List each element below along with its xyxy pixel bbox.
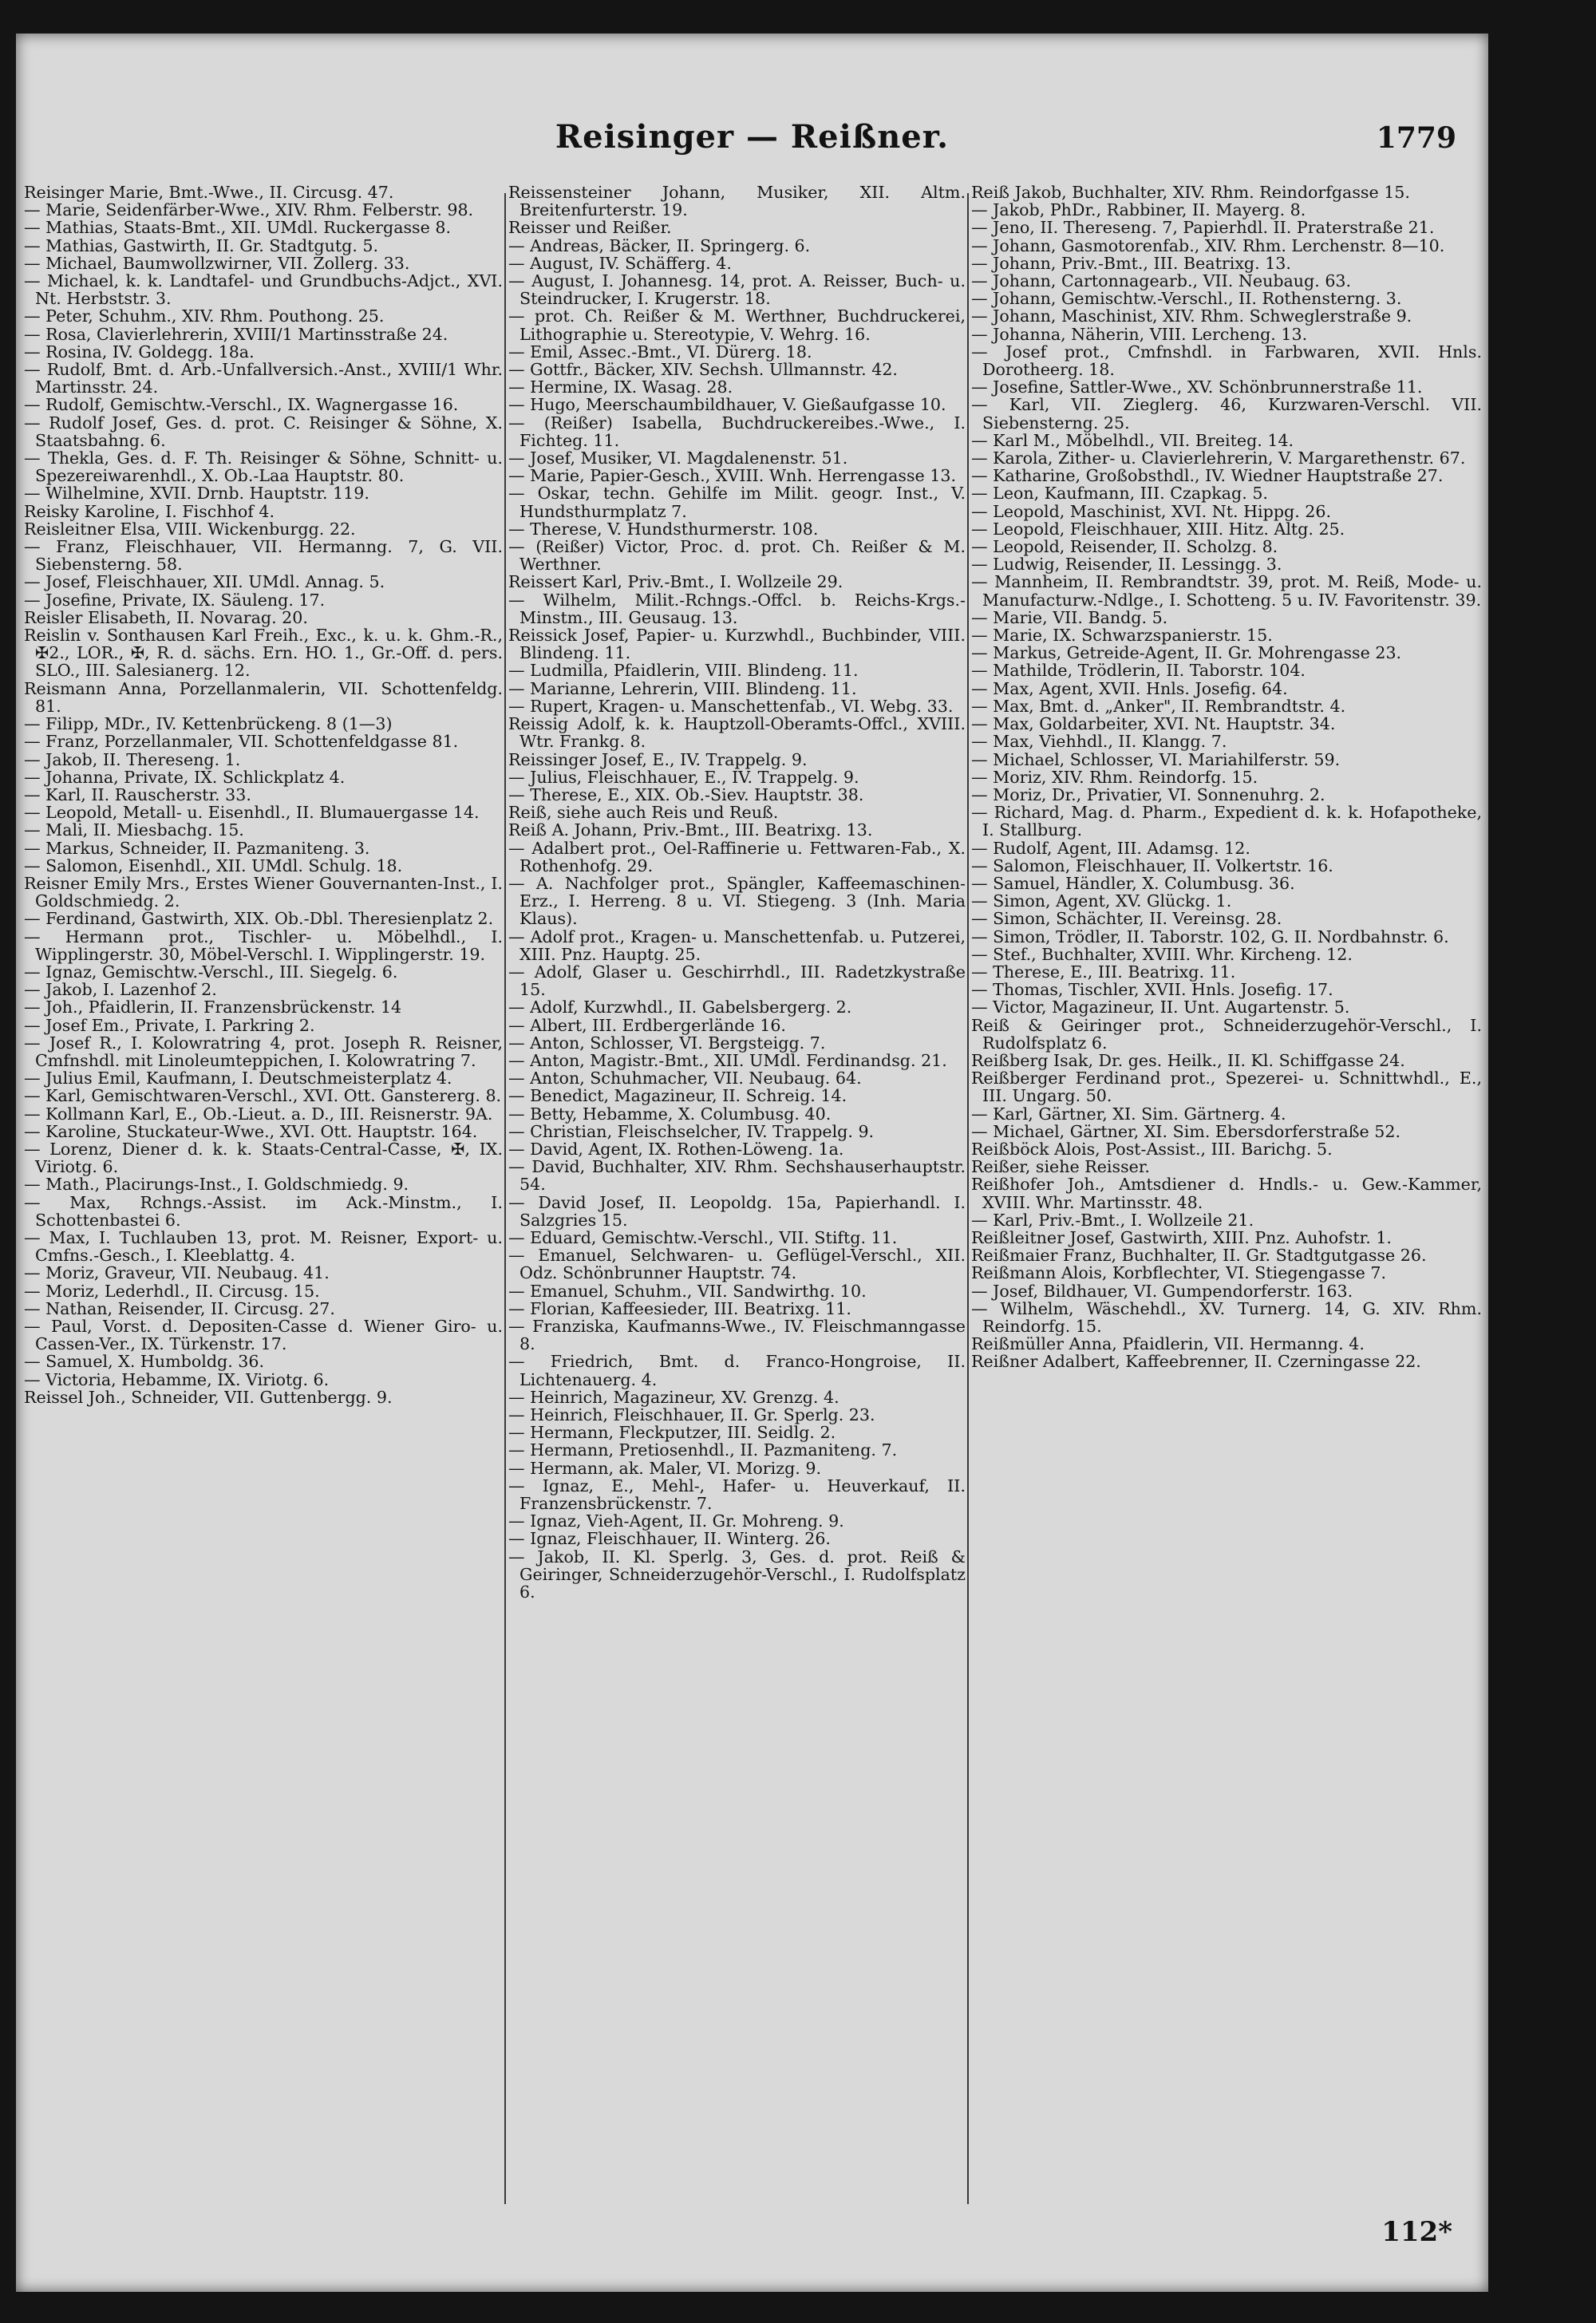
directory-entry: — Christian, Fleischselcher, IV. Trappelg. 9. — [508, 1121, 875, 1141]
directory-entry: Reißmaier Franz, Buchhalter, II. Gr. Stadtgutgasse 26. — [971, 1246, 1427, 1266]
directory-entry: Reisler Elisabeth, II. Novarag. 20. — [24, 607, 308, 627]
directory-entry: Reismann Anna, Porzellanmalerin, VII. Schottenfeldg. 81. — [24, 678, 503, 716]
directory-entry: — Victoria, Hebamme, IX. Viriotg. 6. — [24, 1369, 330, 1389]
directory-entry: — Leopold, Metall- u. Eisenhdl., II. Blumauergasse 14. — [24, 803, 480, 823]
directory-entry: — Wilhelm, Wäschehdl., XV. Turnerg. 14, G. XIV. Rhm. Reindorfg. 15. — [971, 1298, 1482, 1336]
directory-entry: — Johanna, Näherin, VIII. Lercheng. 13. — [971, 324, 1308, 344]
directory-entry: — Hugo, Meerschaumbildhauer, V. Gießaufgasse 10. — [508, 395, 946, 415]
directory-entry: — Max, Goldarbeiter, XVI. Nt. Hauptstr. 34. — [971, 714, 1336, 734]
directory-entry: Reiß Jakob, Buchhalter, XIV. Rhm. Reindorfgasse 15. — [971, 184, 1410, 202]
directory-entry: — Mathias, Staats-Bmt., XII. UMdl. Ruckergasse 8. — [24, 218, 452, 238]
directory-entry: — Heinrich, Magazineur, XV. Grenzg. 4. — [508, 1387, 839, 1407]
directory-entry: Reissinger Josef, E., IV. Trappelg. 9. — [508, 749, 808, 769]
directory-page — [16, 34, 1488, 2292]
directory-entry: — A. Nachfolger prot., Spängler, Kaffeemaschinen-Erz., I. Herreng. 8 u. VI. Stiegeng. 3 (Inh. Maria Klaus). — [508, 873, 966, 929]
directory-entry: — Michael, Schlosser, VI. Mariahilferstr. 59. — [971, 749, 1341, 769]
directory-entry: — Michael, k. k. Landtafel- und Grundbuchs-Adjct., XVI. Nt. Herbststr. 3. — [24, 271, 503, 309]
directory-entry: — Ludwig, Reisender, II. Lessingg. 3. — [971, 555, 1282, 575]
directory-entry: Reißhofer Joh., Amtsdiener d. Hndls.- u. Gew.-Kammer, XVIII. Whr. Martinsstr. 48. — [971, 1175, 1482, 1212]
directory-entry: — Johann, Cartonnagearb., VII. Neubaug. 63. — [971, 271, 1352, 291]
directory-entry: — Adolf, Glaser u. Geschirrhdl., III. Radetzkystraße 15. — [508, 962, 966, 1000]
directory-entry: — Ludmilla, Pfaidlerin, VIII. Blindeng. 11. — [508, 661, 859, 681]
directory-entry: — David Josef, II. Leopoldg. 15a, Papierhandl. I. Salzgries 15. — [508, 1192, 966, 1230]
directory-entry: — Ignaz, Gemischtw.-Verschl., III. Siegelg. 6. — [24, 962, 398, 982]
page-header — [16, 118, 1488, 174]
directory-entry: Reissensteiner Johann, Musiker, XII. Altm. Breitenfurterstr. 19. — [508, 184, 966, 220]
directory-entry: — Simon, Agent, XV. Glückg. 1. — [971, 891, 1232, 911]
directory-entry: — Ignaz, Vieh-Agent, II. Gr. Mohreng. 9. — [508, 1511, 844, 1531]
directory-entry: — Paul, Vorst. d. Depositen-Casse d. Wiener Giro- u. Cassen-Ver., IX. Türkenstr. 17. — [24, 1317, 503, 1354]
directory-entry: — Hermine, IX. Wasag. 28. — [508, 377, 733, 397]
directory-entry: — Therese, V. Hundsthurmerstr. 108. — [508, 519, 819, 539]
directory-entry: — Anton, Magistr.-Bmt., XII. UMdl. Ferdinandsg. 21. — [508, 1050, 947, 1070]
directory-entry: — Marie, Seidenfärber-Wwe., XIV. Rhm. Felberstr. 98. — [24, 200, 474, 220]
directory-entry: — Wilhelm, Milit.-Rchngs.-Offcl. b. Reichs-Krgs.-Minstm., III. Geusaug. 13. — [508, 590, 966, 627]
directory-entry: — Simon, Trödler, II. Taborstr. 102, G. II. Nordbahnstr. 6. — [971, 926, 1449, 946]
directory-entry: Reißmüller Anna, Pfaidlerin, VII. Hermanng. 4. — [971, 1334, 1365, 1354]
directory-entry: — Josefine, Private, IX. Säuleng. 17. — [24, 590, 326, 610]
directory-entry: — Hermann prot., Tischler- u. Möbelhdl., I. Wipplingerstr. 30, Möbel-Verschl. I. Wipplingerstr. 19. — [24, 926, 503, 964]
directory-entry: — (Reißer) Victor, Proc. d. prot. Ch. Reißer & M. Werthner. — [508, 537, 966, 575]
directory-entry: — Victor, Magazineur, II. Unt. Augartenstr. 5. — [971, 998, 1350, 1017]
directory-entry: — Rudolf Josef, Ges. d. prot. C. Reisinger & Söhne, X. Staatsbahng. 6. — [24, 413, 503, 450]
directory-entry: — Moriz, Lederhdl., II. Circusg. 15. — [24, 1281, 320, 1301]
directory-entry: — Moriz, Graveur, VII. Neubaug. 41. — [24, 1263, 330, 1283]
column-middle — [508, 184, 966, 2210]
directory-entry: — Jakob, II. Thereseng. 1. — [24, 749, 241, 769]
directory-entry: — Stef., Buchhalter, XVIII. Whr. Kircheng. 12. — [971, 944, 1353, 964]
directory-entry: — Mathias, Gastwirth, II. Gr. Stadtgutg. 5. — [24, 235, 379, 255]
directory-entry: Reisinger Marie, Bmt.-Wwe., II. Circusg. 47. — [24, 184, 394, 202]
directory-entry: — Anton, Schuhmacher, VII. Neubaug. 64. — [508, 1069, 862, 1088]
directory-entry: — Max, Bmt. d. „Anker", II. Rembrandtstr. 4. — [971, 696, 1346, 716]
directory-entry: — Albert, III. Erdbergerlände 16. — [508, 1015, 786, 1035]
directory-entry: — Franz, Porzellanmaler, VII. Schottenfeldgasse 81. — [24, 732, 459, 752]
directory-entry: — prot. Ch. Reißer & M. Werthner, Buchdruckerei, Lithographie u. Stereotypie, V. Wehrg. 16. — [508, 306, 966, 344]
directory-entry: — Adalbert prot., Oel-Raffinerie u. Fettwaren-Fab., X. Rothenhofg. 29. — [508, 838, 966, 875]
directory-entry: Reißleitner Josef, Gastwirth, XIII. Pnz. Auhofstr. 1. — [971, 1227, 1392, 1247]
directory-entry: — Mali, II. Miesbachg. 15. — [24, 820, 244, 840]
directory-entry: — Richard, Mag. d. Pharm., Expedient d. k. k. Hofapotheke, I. Stallburg. — [971, 803, 1482, 840]
directory-entry: — Max, Rchngs.-Assist. im Ack.-Minstm., I. Schottenbastei 6. — [24, 1192, 503, 1230]
directory-entry: — Johann, Gemischtw.-Verschl., II. Rothensterng. 3. — [971, 289, 1402, 309]
directory-entry: — Michael, Gärtner, XI. Sim. Ebersdorferstraße 52. — [971, 1121, 1401, 1141]
directory-entry: — Ignaz, Fleischhauer, II. Winterg. 26. — [508, 1529, 831, 1549]
directory-entry: — Max, Viehhdl., II. Klangg. 7. — [971, 732, 1227, 752]
directory-entry: — Math., Placirungs-Inst., I. Goldschmiedg. 9. — [24, 1175, 409, 1195]
directory-entry: — Emanuel, Schuhm., VII. Sandwirthg. 10. — [508, 1281, 867, 1301]
directory-entry: — Markus, Schneider, II. Pazmaniteng. 3. — [24, 838, 370, 858]
column-right — [971, 184, 1482, 2210]
directory-entry: — August, I. Johannesg. 14, prot. A. Reisser, Buch- u. Steindrucker, I. Krugerstr. 18. — [508, 271, 966, 309]
directory-entry: — Jeno, II. Thereseng. 7, Papierhdl. II. Praterstraße 21. — [971, 218, 1435, 238]
directory-entry: — Mannheim, II. Rembrandtstr. 39, prot. M. Reiß, Mode- u. Manufacturw.-Ndlge., I. Schotteng. 5 u. IV. Favoritenstr. 39. — [971, 572, 1482, 610]
directory-entry: — Emil, Assec.-Bmt., VI. Dürerg. 18. — [508, 342, 812, 361]
directory-entry: — Karl, Gärtner, XI. Sim. Gärtnerg. 4. — [971, 1104, 1286, 1124]
directory-entry: — Eduard, Gemischtw.-Verschl., VII. Stiftg. 11. — [508, 1227, 898, 1247]
directory-entry: — Marie, IX. Schwarzspanierstr. 15. — [971, 626, 1273, 646]
directory-entry: — Jakob, I. Lazenhof 2. — [24, 980, 217, 1000]
directory-entry: — Julius Emil, Kaufmann, I. Deutschmeisterplatz 4. — [24, 1069, 452, 1088]
directory-entry: Reisser und Reißer. — [508, 218, 672, 238]
directory-entry: — Ignaz, E., Mehl-, Hafer- u. Heuverkauf, II. Franzensbrückenstr. 7. — [508, 1476, 966, 1514]
directory-entry: — Johann, Gasmotorenfab., XIV. Rhm. Lerchenstr. 8—10. — [971, 235, 1445, 255]
signature-mark: 112* — [1381, 2216, 1452, 2248]
directory-entry: — Karl, Gemischtwaren-Verschl., XVI. Ott. Ganstererg. 8. — [24, 1086, 502, 1106]
directory-entry: — Josef R., I. Kolowratring 4, prot. Joseph R. Reisner, Cmfnshdl. mit Linoleumteppichen, I. Kolowratring 7. — [24, 1033, 503, 1070]
directory-entry: — Karoline, Stuckateur-Wwe., XVI. Ott. Hauptstr. 164. — [24, 1121, 478, 1141]
directory-entry: — Josef prot., Cmfnshdl. in Farbwaren, XVII. Hnls. Dorotheerg. 18. — [971, 342, 1482, 380]
directory-entry: — Marie, VII. Bandg. 5. — [971, 607, 1168, 627]
directory-entry: — Karl, Priv.-Bmt., I. Wollzeile 21. — [971, 1210, 1254, 1230]
directory-entry: — Thekla, Ges. d. F. Th. Reisinger & Söhne, Schnitt- u. Spezereiwarenhdl., X. Ob.-Laa Hauptstr. 80. — [24, 448, 503, 486]
directory-entry: — Simon, Schächter, II. Vereinsg. 28. — [971, 909, 1282, 929]
directory-entry: — Johann, Priv.-Bmt., III. Beatrixg. 13. — [971, 253, 1291, 273]
directory-entry: — Emanuel, Selchwaren- u. Geflügel-Verschl., XII. Odz. Schönbrunner Hauptstr. 74. — [508, 1246, 966, 1283]
directory-entry: Reissig Adolf, k. k. Hauptzoll-Oberamts-Offcl., XVIII. Wtr. Frankg. 8. — [508, 714, 966, 752]
directory-entry: — Leopold, Reisender, II. Scholzg. 8. — [971, 537, 1278, 557]
directory-entry: — Leon, Kaufmann, III. Czapkag. 5. — [971, 484, 1268, 504]
directory-entry: — Kollmann Karl, E., Ob.-Lieut. a. D., III. Reisnerstr. 9A. — [24, 1104, 493, 1124]
directory-entry: — Johann, Maschinist, XIV. Rhm. Schweglerstraße 9. — [971, 306, 1412, 326]
directory-entry: Reißberger Ferdinand prot., Spezerei- u. Schnittwhdl., E., III. Ungarg. 50. — [971, 1069, 1482, 1106]
directory-entry: — Markus, Getreide-Agent, II. Gr. Mohrengasse 23. — [971, 643, 1402, 663]
directory-entry: — Karola, Zither- u. Clavierlehrerin, V. Margarethenstr. 67. — [971, 448, 1466, 468]
directory-entry: Reißer, siehe Reisser. — [971, 1157, 1150, 1177]
directory-entry: — Julius, Fleischhauer, E., IV. Trappelg. 9. — [508, 767, 859, 787]
directory-entry: — Max, I. Tuchlauben 13, prot. M. Reisner, Export- u. Cmfns.-Gesch., I. Kleeblattg. 4. — [24, 1227, 503, 1266]
directory-entry: — Friedrich, Bmt. d. Franco-Hongroise, II. Lichtenauerg. 4. — [508, 1352, 966, 1389]
directory-entry: Reissick Josef, Papier- u. Kurzwhdl., Buchbinder, VIII. Blindeng. 11. — [508, 626, 966, 663]
directory-entry: — Michael, Baumwollzwirner, VII. Zollerg. 33. — [24, 253, 410, 273]
directory-entry: Reisner Emily Mrs., Erstes Wiener Gouvernanten-Inst., I. Goldschmiedg. 2. — [24, 873, 503, 911]
directory-entry: Reislin v. Sonthausen Karl Freih., Exc., k. u. k. Ghm.-R., ✠2., LOR., ✠, R. d. sächs. Ern. HO. 1., Gr.-Off. d. pers. SLO., III. Salesianerg. 12. — [24, 626, 503, 681]
directory-entry: — Thomas, Tischler, XVII. Hnls. Josefig. 17. — [971, 980, 1333, 1000]
directory-entry: — Rudolf, Gemischtw.-Verschl., IX. Wagnergasse 16. — [24, 395, 459, 415]
column-left — [24, 184, 503, 2210]
directory-entry: — Johanna, Private, IX. Schlickplatz 4. — [24, 767, 346, 787]
directory-entry: — Salomon, Eisenhdl., XII. UMdl. Schulg. 18. — [24, 855, 403, 875]
directory-entry: Reiß, siehe auch Reis und Reuß. — [508, 803, 779, 823]
directory-entry: — Joh., Pfaidlerin, II. Franzensbrückenstr. 14 — [24, 998, 402, 1017]
column-rule — [504, 193, 506, 2204]
directory-entry: — Karl, VII. Zieglerg. 46, Kurzwaren-Verschl. VII. Siebensterng. 25. — [971, 395, 1482, 433]
directory-entry: — Adolf, Kurzwhdl., II. Gabelsbergerg. 2. — [508, 998, 852, 1017]
directory-entry: — Adolf prot., Kragen- u. Manschettenfab. u. Putzerei, XIII. Pnz. Hauptg. 25. — [508, 926, 966, 964]
directory-entry: — Karl, II. Rauscherstr. 33. — [24, 784, 251, 804]
directory-entry: — Josef, Fleischhauer, XII. UMdl. Annag. 5. — [24, 572, 385, 592]
directory-entry: Reißmann Alois, Korbflechter, VI. Stiegengasse 7. — [971, 1263, 1387, 1283]
directory-entry: — Josefine, Sattler-Wwe., XV. Schönbrunnerstraße 11. — [971, 377, 1423, 397]
directory-entry: — Josef, Musiker, VI. Magdalenenstr. 51. — [508, 448, 848, 468]
directory-entry: — Leopold, Fleischhauer, XIII. Hitz. Altg. 25. — [971, 519, 1345, 539]
directory-entry: — Peter, Schuhm., XIV. Rhm. Pouthong. 25. — [24, 306, 385, 326]
directory-entry: — Filipp, MDr., IV. Kettenbrückeng. 8 (1—3) — [24, 714, 393, 734]
directory-entry: — Betty, Hebamme, X. Columbusg. 40. — [508, 1104, 832, 1124]
running-title: Reisinger — Reißner. — [555, 118, 950, 156]
directory-entry: — Lorenz, Diener d. k. k. Staats-Central-Casse, ✠, IX. Viriotg. 6. — [24, 1139, 503, 1177]
directory-entry: — Rosina, IV. Goldegg. 18a. — [24, 342, 255, 361]
directory-entry: Reißberg Isak, Dr. ges. Heilk., II. Kl. Schiffgasse 24. — [971, 1050, 1405, 1070]
directory-entry: — Salomon, Fleischhauer, II. Volkertstr. 16. — [971, 855, 1333, 875]
directory-entry: Reiß A. Johann, Priv.-Bmt., III. Beatrixg. 13. — [508, 820, 873, 840]
directory-entry: — Moriz, XIV. Rhm. Reindorfg. 15. — [971, 767, 1258, 787]
directory-entry: — Mathilde, Trödlerin, II. Taborstr. 104. — [971, 661, 1306, 681]
directory-entry: — Benedict, Magazineur, II. Schreig. 14. — [508, 1086, 847, 1106]
directory-entry: — Heinrich, Fleischhauer, II. Gr. Sperlg. 23. — [508, 1405, 875, 1425]
directory-entry: — Samuel, X. Humboldg. 36. — [24, 1352, 265, 1372]
directory-entry: — Rosa, Clavierlehrerin, XVIII/1 Martinsstraße 24. — [24, 324, 448, 344]
directory-entry: — Nathan, Reisender, II. Circusg. 27. — [24, 1298, 335, 1318]
directory-entry: — Therese, E., XIX. Ob.-Siev. Hauptstr. 38. — [508, 784, 864, 804]
directory-entry: — August, IV. Schäfferg. 4. — [508, 253, 732, 273]
directory-entry: — David, Agent, IX. Rothen-Löweng. 1a. — [508, 1139, 844, 1159]
directory-entry: — Rupert, Kragen- u. Manschettenfab., VI. Webg. 33. — [508, 696, 954, 716]
directory-entry: — Josef, Bildhauer, VI. Gumpendorferstr. 163. — [971, 1281, 1353, 1301]
directory-entry: Reißböck Alois, Post-Assist., III. Barichg. 5. — [971, 1139, 1333, 1159]
directory-entry: — David, Buchhalter, XIV. Rhm. Sechshauserhauptstr. 54. — [508, 1157, 966, 1195]
directory-entry: — Hermann, ak. Maler, VI. Morizg. 9. — [508, 1458, 822, 1478]
directory-entry: — Max, Agent, XVII. Hnls. Josefig. 64. — [971, 678, 1288, 698]
directory-entry: — Marianne, Lehrerin, VIII. Blindeng. 11. — [508, 678, 857, 698]
directory-entry: — Franziska, Kaufmanns-Wwe., IV. Fleischmanngasse 8. — [508, 1317, 966, 1354]
directory-entry: — Jakob, II. Kl. Sperlg. 3, Ges. d. prot. Reiß & Geiringer, Schneiderzugehör-Verschl., I. Rudolfsplatz 6. — [508, 1547, 966, 1602]
directory-entry: — Oskar, techn. Gehilfe im Milit. geogr. Inst., V. Hundsthurmplatz 7. — [508, 484, 966, 521]
directory-entry: — Rudolf, Bmt. d. Arb.-Unfallversich.-Anst., XVIII/1 Whr. Martinsstr. 24. — [24, 360, 503, 397]
directory-entry: Reißner Adalbert, Kaffeebrenner, II. Czerningasse 22. — [971, 1352, 1421, 1372]
directory-entry: — Samuel, Händler, X. Columbusg. 36. — [971, 873, 1295, 893]
directory-entry: Reisleitner Elsa, VIII. Wickenburgg. 22. — [24, 519, 356, 539]
directory-entry: Reissert Karl, Priv.-Bmt., I. Wollzeile 29. — [508, 572, 843, 592]
directory-entry: — Hermann, Fleckputzer, III. Seidlg. 2. — [508, 1423, 836, 1443]
directory-entry: — Rudolf, Agent, III. Adamsg. 12. — [971, 838, 1250, 858]
directory-entry: — Anton, Schlosser, VI. Bergsteigg. 7. — [508, 1033, 826, 1053]
page-number: 1779 — [1376, 121, 1456, 155]
directory-entry: Reisky Karoline, I. Fischhof 4. — [24, 501, 275, 521]
directory-entry: — Katharine, Großobsthdl., IV. Wiedner Hauptstraße 27. — [971, 466, 1444, 486]
directory-entry: — (Reißer) Isabella, Buchdruckereibes.-Wwe., I. Fichteg. 11. — [508, 413, 966, 450]
directory-entry: — Jakob, PhDr., Rabbiner, II. Mayerg. 8. — [971, 200, 1306, 220]
directory-entry: — Franz, Fleischhauer, VII. Hermanng. 7, G. VII. Siebensterng. 58. — [24, 537, 503, 575]
directory-entry: — Ferdinand, Gastwirth, XIX. Ob.-Dbl. Theresienplatz 2. — [24, 909, 494, 929]
directory-entry: — Therese, E., III. Beatrixg. 11. — [971, 962, 1236, 982]
directory-entry: — Gottfr., Bäcker, XIV. Sechsh. Ullmannstr. 42. — [508, 360, 898, 380]
directory-entry: — Marie, Papier-Gesch., XVIII. Wnh. Herrengasse 13. — [508, 466, 957, 486]
directory-entry: — Josef Em., Private, I. Parkring 2. — [24, 1015, 315, 1035]
directory-entry: Reissel Joh., Schneider, VII. Guttenbergg. 9. — [24, 1387, 393, 1407]
directory-entry: — Florian, Kaffeesieder, III. Beatrixg. 11. — [508, 1298, 851, 1318]
directory-entry: Reiß & Geiringer prot., Schneiderzugehör-Verschl., I. Rudolfsplatz 6. — [971, 1015, 1482, 1053]
directory-entry: — Moriz, Dr., Privatier, VI. Sonnenuhrg. 2. — [971, 784, 1325, 804]
directory-entry: — Andreas, Bäcker, II. Springerg. 6. — [508, 235, 811, 255]
directory-entry: — Karl M., Möbelhdl., VII. Breiteg. 14. — [971, 430, 1294, 450]
directory-entry: — Leopold, Maschinist, XVI. Nt. Hippg. 26. — [971, 501, 1332, 521]
directory-entry: — Hermann, Pretiosenhdl., II. Pazmaniteng. 7. — [508, 1440, 898, 1460]
column-rule — [967, 193, 969, 2204]
directory-entry: — Wilhelmine, XVII. Drnb. Hauptstr. 119. — [24, 484, 369, 504]
